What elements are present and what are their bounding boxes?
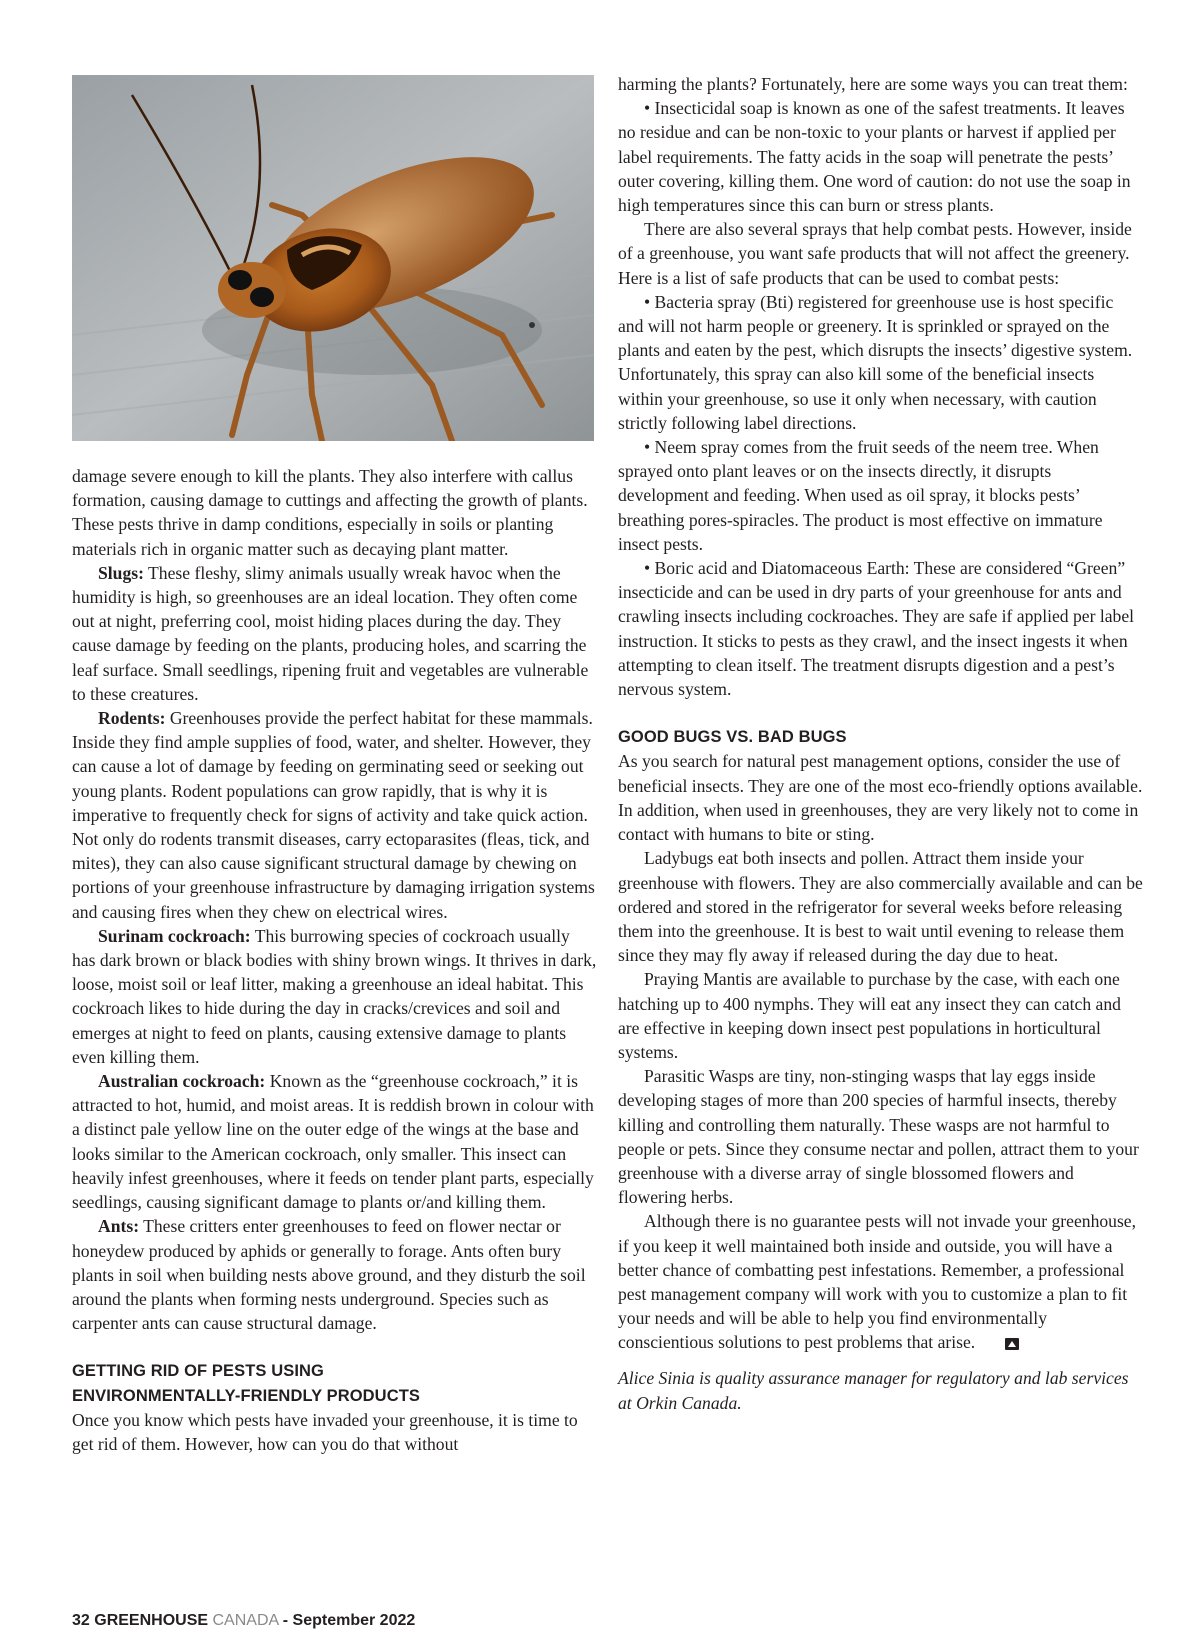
closing-text: Although there is no guarantee pests will not invade your greenhouse, if you keep it well maintained both inside and outside, you will have a better chance of combatting pest infestations. Remember, a professional pest management company will work with you to customize a plan to fit your needs and will be able to help you find environmentally conscientious solutions to pest problems that arise. [618, 1211, 1137, 1353]
page-number: 32 [72, 1612, 90, 1629]
magazine-country: CANADA [212, 1612, 279, 1629]
cockroach-photo [72, 75, 594, 441]
section-heading-good-bugs: GOOD BUGS VS. BAD BUGS [618, 728, 847, 747]
ants-paragraph [72, 1214, 597, 1335]
magazine-name: GREENHOUSE [94, 1612, 209, 1629]
australian-lead: Australian cockroach: [98, 1071, 266, 1092]
author-byline: Alice Sinia is quality assurance manager for regulatory and lab services at Orkin Canada. [618, 1368, 1129, 1413]
end-mark-icon [979, 1332, 1019, 1356]
surinam-lead: Surinam cockroach: [98, 925, 251, 946]
closing-paragraph [618, 1209, 1143, 1356]
heading-line-2: ENVIRONMENTALLY-FRIENDLY PRODUCTS [72, 1386, 421, 1405]
ants-text: These critters enter greenhouses to feed on flower nectar or honeydew produced by aphids or generally to forage. Ants often bury plants in soil when building nests above ground, and they disturb the soil around the plants when forming nests underground. Species such as carpenter ants can cause structural damage. [72, 1216, 586, 1334]
beneficial-paragraph: As you search for natural pest management options, consider the use of beneficial insects. They are one of the most eco-friendly options available. In addition, when used in greenhouses, they are very likely not to come in contact with humans to bite or sting. [618, 751, 1143, 845]
right-column [618, 72, 1143, 1415]
footer-separator: - [282, 1612, 289, 1629]
boric-bullet: • Boric acid and Diatomaceous Earth: These are considered “Green” insecticide and can be used in dry parts of your greenhouse for ants and crawling insects including cockroaches. They are safe if applied per label instruction. It sticks to pests as they crawl, and the insect ingests it when attempting to clean itself. The treatment disrupts digestion and a pest’s nervous system. [618, 558, 1135, 700]
page-footer [72, 1612, 415, 1630]
ladybugs-paragraph: Ladybugs eat both insects and pollen. Attract them inside your greenhouse with flowers. They are also commercially available and can be ordered and stored in the refrigerator for several weeks before releasing them into the greenhouse. It is best to wait until evening to release them since they may fly away if released during the day due to heat. [618, 848, 1143, 966]
rodents-text: Greenhouses provide the perfect habitat for these mammals. Inside they find ample supplies of food, water, and shelter. However, they can cause a lot of damage by feeding on germinating seed or seeking out young plants. Rodent populations can grow rapidly, that is why it is imperative to frequently check for signs of activity and take quick action. Not only do rodents transmit diseases, carry ectoparasites (fleas, tick, and mites), they can also cause significant structural damage by chewing on portions of your greenhouse infrastructure by damaging irrigation systems and causing fires when they chew on electrical wires. [72, 708, 595, 922]
australian-paragraph [72, 1069, 597, 1214]
slugs-paragraph [72, 561, 597, 706]
intro-paragraph: damage severe enough to kill the plants. They also interfere with callus formation, causing damage to cuttings and affecting the growth of plants. These pests thrive in damp conditions, especially in soils or planting materials rich in organic matter such as decaying plant matter. [72, 466, 588, 559]
left-column [72, 464, 597, 1456]
bti-bullet: • Bacteria spray (Bti) registered for greenhouse use is host specific and will not harm people or greenery. It is sprinkled or sprayed on the plants and eaten by the pest, which disrupts the insects’ digestive system. Unfortunately, this spray can also kill some of the beneficial insects within your greenhouse, so use it only when necessary, with caution strictly following label directions. [618, 291, 1133, 433]
mantis-paragraph: Praying Mantis are available to purchase by the case, with each one hatching up to 400 nymphs. They will eat any insect they can catch and are effective in keeping down insect pest populations in horticultural systems. [618, 969, 1121, 1062]
surinam-paragraph [72, 924, 597, 1069]
wasps-paragraph: Parasitic Wasps are tiny, non-stinging wasps that lay eggs inside developing stages of more than 200 species of harmful insects, thereby killing and controlling them naturally. These wasps are not harmful to people or pets. Since they consume nectar and pollen, attract them to your greenhouse with a diverse array of single blossomed flowers and flowering herbs. [618, 1066, 1139, 1208]
sprays-paragraph: There are also several sprays that help combat pests. However, inside of a greenhouse, you want safe products that will not affect the greenery. Here is a list of safe products that can be used to combat pests: [618, 219, 1132, 288]
soap-bullet: • Insecticidal soap is known as one of the safest treatments. It leaves no residue and can be non-toxic to your plants or harvest if applied per label requirements. The fatty acids in the soap will penetrate the pests’ outer covering, killing them. One word of caution: do not use the soap in high temperatures since this can burn or stress plants. [618, 98, 1131, 216]
rodents-lead: Rodents: [98, 708, 166, 729]
slugs-lead: Slugs: [98, 562, 144, 583]
australian-text: Known as the “greenhouse cockroach,” it is attracted to hot, humid, and moist areas. It is reddish brown in colour with a distinct pale yellow line on the outer edge of the wings at the base and looks similar to the American cockroach, only smaller. This insect can heavily infest greenhouses, where it feeds on tender plant parts, especially seedlings, causing significant damage to plants or/and killing them. [72, 1071, 594, 1213]
neem-bullet: • Neem spray comes from the fruit seeds of the neem tree. When sprayed onto plant leaves or on the insects directly, it disrupts development and feeding. When used as oil spray, it blocks pests’ breathing pores-spiracles. The product is most effective on immature insect pests. [618, 437, 1103, 554]
getting-rid-paragraph: Once you know which pests have invaded your greenhouse, it is time to get rid of them. However, how can you do that without [72, 1409, 578, 1454]
heading-line-1: GETTING RID OF PESTS USING [72, 1362, 324, 1381]
ants-lead: Ants: [98, 1216, 140, 1237]
rodents-paragraph [72, 706, 597, 924]
slugs-text: These fleshy, slimy animals usually wreak havoc when the humidity is high, so greenhouses are an ideal location. They often come out at night, preferring cool, moist hiding places during the day. They cause damage by feeding on the plants, producing holes, and scarring the leaf surface. Small seedlings, ripening fruit and vegetables are vulnerable to these creatures. [72, 562, 589, 704]
surinam-text: This burrowing species of cockroach usually has dark brown or black bodies with shiny brown wings. It thrives in dark, loose, moist soil or leaf litter, making a greenhouse an ideal habitat. This cockroach likes to hide during the day in cracks/crevices and soil and emerges at night to feed on plants, causing extensive damage to plants even killing them. [72, 925, 597, 1067]
continuation-paragraph: harming the plants? Fortunately, here are some ways you can treat them: [618, 74, 1128, 94]
section-heading-getting-rid [72, 1359, 597, 1407]
issue-date: September 2022 [292, 1612, 416, 1629]
